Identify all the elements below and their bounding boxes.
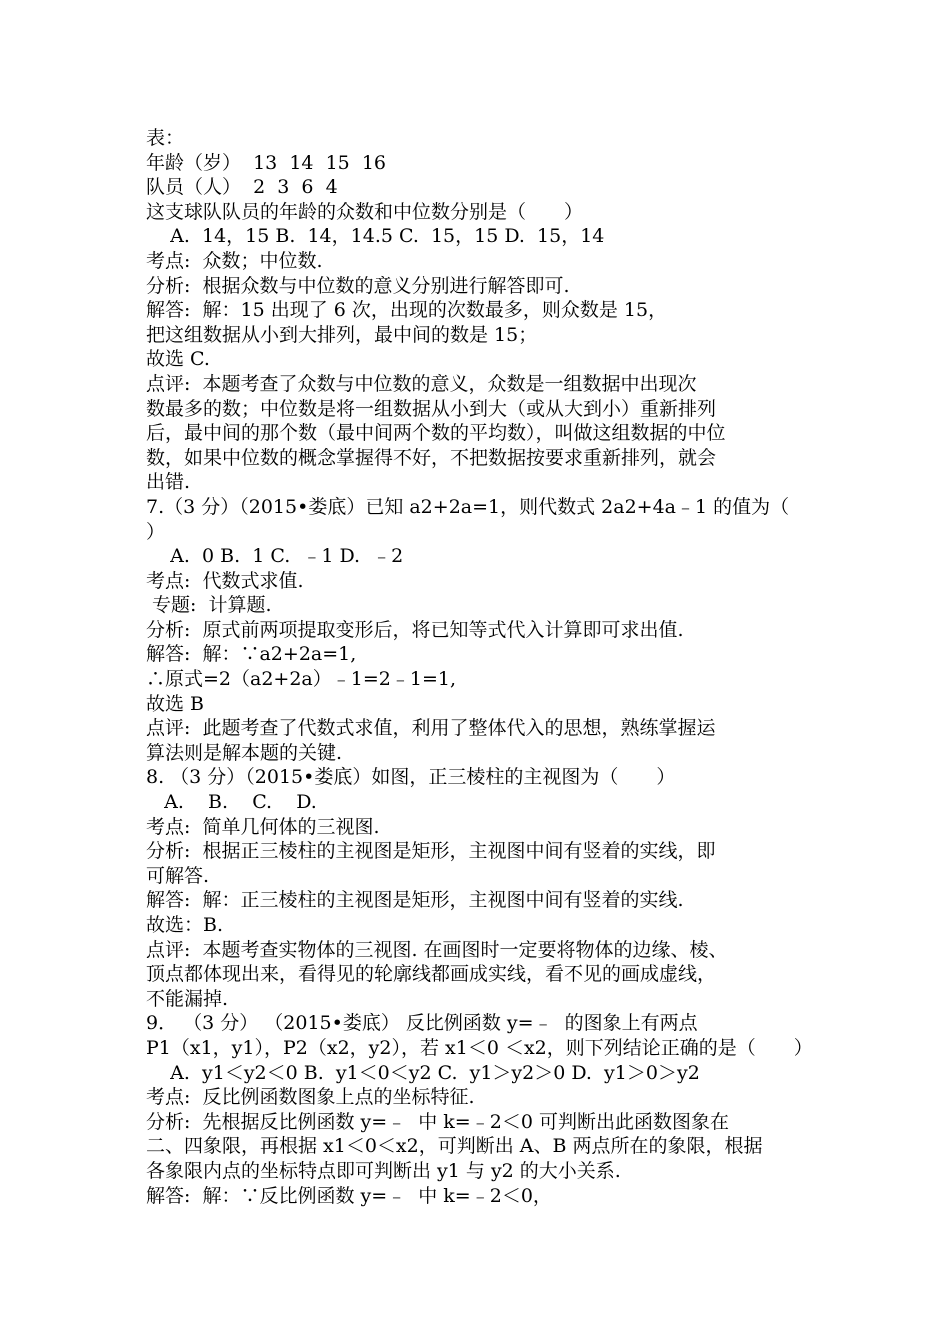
text-line-q7-dianping-2: 算法则是解本题的关键. [146, 741, 343, 764]
text-line-q8-kaodian: 考点: 简单几何体的三视图. [146, 815, 380, 838]
text-line-q7-fenxi: 分析: 原式前两项提取变形后，将已知等式代入计算即可求出值. [146, 618, 684, 641]
text-line-q8-jieda: 解答: 解：正三棱柱的主视图是矩形，主视图中间有竖着的实线. [146, 889, 684, 912]
text-line-q9-options: A. y1＜y2＜0 B. y1＜0＜y2 C. y1＞y2＞0 D. y1＞0＞y2 [146, 1061, 700, 1084]
text-line-q8-dianping-2: 顶点都体现出来，看得见的轮廓线都画成实线，看不见的画成虚线， [146, 963, 717, 986]
text-line-q7-zhuanti: 专题: 计算题. [146, 594, 272, 617]
text-line-q6-dianping-5: 出错. [146, 471, 191, 494]
text-line-q8-answer: 故选：B. [146, 914, 224, 936]
text-line-q6-kaodian: 考点: 众数；中位数. [146, 249, 323, 272]
text-line-q6-dianping-3: 后，最中间的那个数（最中间两个数的平均数），叫做这组数据的中位 [146, 422, 726, 445]
text-line-q8-question: 8. （3 分）（2015•娄底）如图，正三棱柱的主视图为（ ） [146, 766, 676, 789]
text-line-q6-fenxi: 分析: 根据众数与中位数的意义分别进行解答即可. [146, 274, 570, 297]
text-line-q6-options: A. 14，15 B. 14，14.5 C. 15，15 D. 15，14 [146, 225, 605, 248]
text-line-q8-fenxi-2: 可解答. [146, 864, 210, 887]
text-line-q7-question: 7.（3 分）（2015•娄底）已知 a2+2a=1，则代数式 2a2+4a﹣1 的值为（ [146, 495, 790, 518]
text-line-q8-fenxi: 分析: 根据正三棱柱的主视图是矩形，主视图中间有竖着的实线，即 [146, 840, 716, 863]
text-line-q7-dianping: 点评: 此题考查了代数式求值，利用了整体代入的思想，熟练掌握运 [146, 717, 716, 740]
text-line-q9-fenxi-3: 各象限内点的坐标特点即可判断出 y1 与 y2 的大小关系. [146, 1159, 621, 1182]
text-line-q6-dianping-2: 数最多的数；中位数是将一组数据从小到大（或从大到小）重新排列 [146, 397, 717, 420]
text-line-q8-options: A. B. C. D. [146, 791, 317, 814]
text-line-q9-fenxi: 分析: 先根据反比例函数 y=﹣ 中 k=﹣2＜0 可判断出此函数图象在 [146, 1110, 729, 1133]
text-line-q8-dianping: 点评: 本题考查实物体的三视图. 在画图时一定要将物体的边缘、棱、 [146, 938, 728, 961]
text-line-q6-jieda-2: 把这组数据从小到大排列，最中间的数是 15； [146, 323, 538, 346]
text-line-q6-jieda: 解答: 解：15 出现了 6 次，出现的次数最多，则众数是 15， [146, 299, 668, 322]
text-line-q7-jieda: 解答: 解：∵a2+2a=1, [146, 643, 357, 666]
text-line-q9-fenxi-2: 二、四象限，再根据 x1＜0＜x2，可判断出 A、B 两点所在的象限，根据 [146, 1135, 763, 1158]
text-line-q7-jieda-2: ∴原式=2（a2+2a）﹣1=2﹣1=1, [146, 668, 456, 691]
text-line-q7-kaodian: 考点: 代数式求值. [146, 569, 304, 592]
text-line-table-label: 表： [146, 127, 185, 149]
text-line-q8-dianping-3: 不能漏掉. [146, 987, 229, 1010]
text-line-q7-question-2: ） [146, 520, 166, 543]
text-line-q7-answer: 故选 B [146, 692, 205, 715]
text-line-q9-question: 9． （3 分） （2015•娄底） 反比例函数 y=﹣ 的图象上有两点 [146, 1012, 698, 1035]
document-page [146, 126, 826, 1208]
text-line-q7-options: A. 0 B. 1 C. ﹣1 D. ﹣2 [146, 545, 404, 568]
text-line-q9-question-2: P1（x1，y1），P2（x2，y2），若 x1＜0 ＜x2，则下列结论正确的是（ ） [146, 1036, 813, 1059]
text-line-q9-jieda: 解答: 解：∵反比例函数 y=﹣ 中 k=﹣2＜0， [146, 1184, 552, 1207]
text-line-q6-dianping: 点评: 本题考查了众数与中位数的意义，众数是一组数据中出现次 [146, 372, 697, 395]
text-line-q9-kaodian: 考点: 反比例函数图象上点的坐标特征. [146, 1086, 475, 1109]
text-line-q6-dianping-4: 数，如果中位数的概念掌握得不好，不把数据按要求重新排列，就会 [146, 446, 717, 469]
text-line-count-row: 队员（人） 2 3 6 4 [146, 176, 338, 199]
text-line-q6-answer: 故选 C. [146, 348, 210, 371]
text-line-q6-question: 这支球队队员的年龄的众数和中位数分别是（ ） [146, 200, 584, 223]
text-line-age-row: 年龄（岁） 13 14 15 16 [146, 151, 387, 174]
